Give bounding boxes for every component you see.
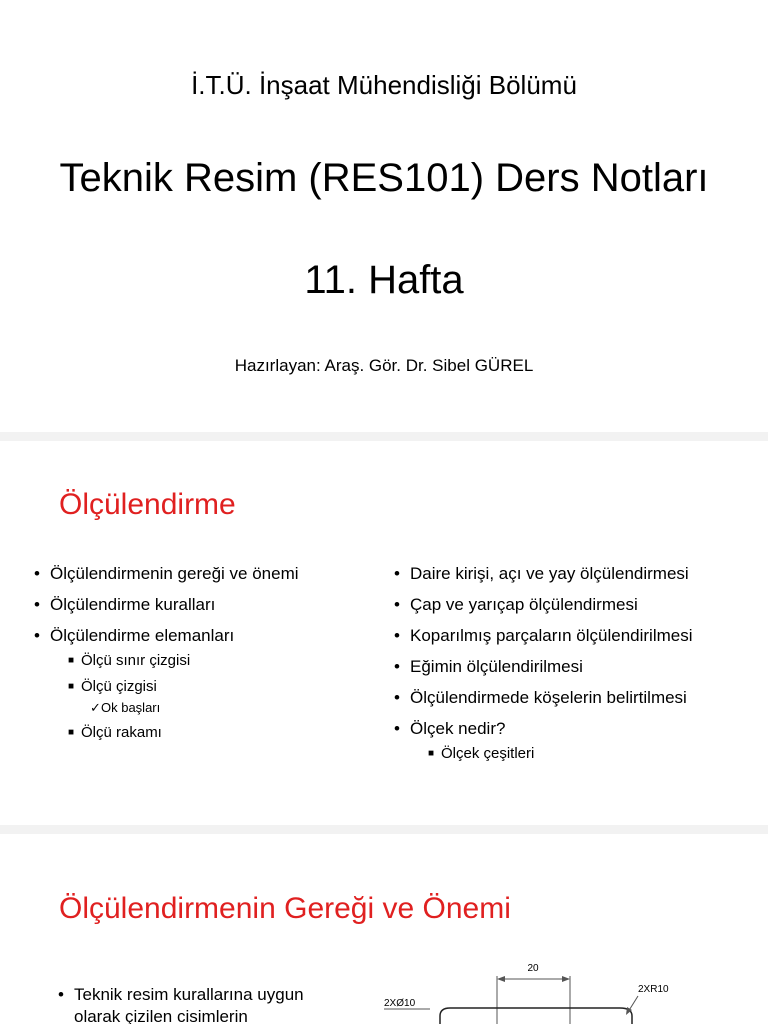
square-bullet-icon: ■ — [68, 681, 75, 692]
subsub-list-item: ✓Ok başları — [90, 700, 161, 715]
author-line: Hazırlayan: Araş. Gör. Dr. Sibel GÜREL — [234, 356, 534, 375]
part-outline — [440, 1008, 632, 1024]
sub-list-item: ■ Ölçü sınır çizgisi — [68, 652, 191, 669]
list-item: • Teknik resim kurallarına uygun — [58, 985, 304, 1004]
list-item-continuation: olarak çizilen cisimlerin — [74, 1007, 248, 1024]
list-item: • Ölçülendirmede köşelerin belirtilmesi — [394, 688, 687, 707]
arrowhead-icon — [497, 976, 505, 982]
outline-slide — [0, 441, 768, 825]
week-label: 11. Hafta — [304, 258, 464, 302]
sub-list-item: ■ Ölçü rakamı — [68, 724, 162, 741]
square-bullet-icon: ■ — [68, 727, 75, 738]
arrowhead-icon — [562, 976, 570, 982]
content-slide — [0, 834, 768, 1024]
list-item: • Ölçülendirme kuralları — [34, 595, 216, 614]
list-item: • Ölçek nedir? ■ Ölçek çeşitleri — [394, 719, 766, 763]
bullet-icon: • — [34, 626, 40, 645]
dimension-value: 20 — [527, 963, 539, 974]
bullet-icon: • — [58, 985, 64, 1004]
dimensioned-part-drawing — [370, 954, 768, 1024]
course-title: Teknik Resim (RES101) Ders Notları — [59, 156, 709, 200]
hole-label: 2XØ10 — [384, 998, 416, 1009]
title-slide — [0, 0, 768, 432]
bullet-icon: • — [394, 657, 400, 676]
radius-label: 2XR10 — [638, 984, 669, 995]
list-item: • Eğimin ölçülendirilmesi — [394, 657, 583, 676]
list-item: • Daire kirişi, açı ve yay ölçülendirmesi — [394, 564, 689, 583]
bullet-text — [58, 984, 368, 1024]
bullet-icon: • — [34, 564, 40, 583]
bullet-icon: • — [394, 688, 400, 707]
bullet-icon: • — [394, 626, 400, 645]
right-column — [394, 564, 766, 774]
checkmark-icon: ✓ — [90, 700, 101, 715]
bullet-icon: • — [394, 719, 400, 738]
bullet-icon: • — [394, 564, 400, 583]
list-item: • Koparılmış parçaların ölçülendirilmesi — [394, 626, 693, 645]
slide-title: Ölçülendirme — [59, 488, 236, 521]
list-item: • Çap ve yarıçap ölçülendirmesi — [394, 595, 638, 614]
bullet-icon: • — [34, 595, 40, 614]
slide-title: Ölçülendirmenin Gereği ve Önemi — [59, 892, 511, 925]
square-bullet-icon: ■ — [428, 748, 435, 759]
department-name: İ.T.Ü. İnşaat Mühendisliği Bölümü — [191, 70, 577, 100]
list-item: • Ölçülendirme elemanları ■ Ölçü sınır çizgisi ■ Ölçü çizgisi ✓Ok başları ■ Ölçü rakamı — [34, 626, 374, 742]
sub-list-item: ■ Ölçek çeşitleri — [428, 745, 535, 762]
list-item: • Ölçülendirmenin gereği ve önemi — [34, 564, 299, 583]
left-column — [34, 564, 374, 753]
square-bullet-icon: ■ — [68, 655, 75, 666]
sub-list-item: ■ Ölçü çizgisi ✓Ok başları — [68, 678, 374, 716]
bullet-icon: • — [394, 595, 400, 614]
